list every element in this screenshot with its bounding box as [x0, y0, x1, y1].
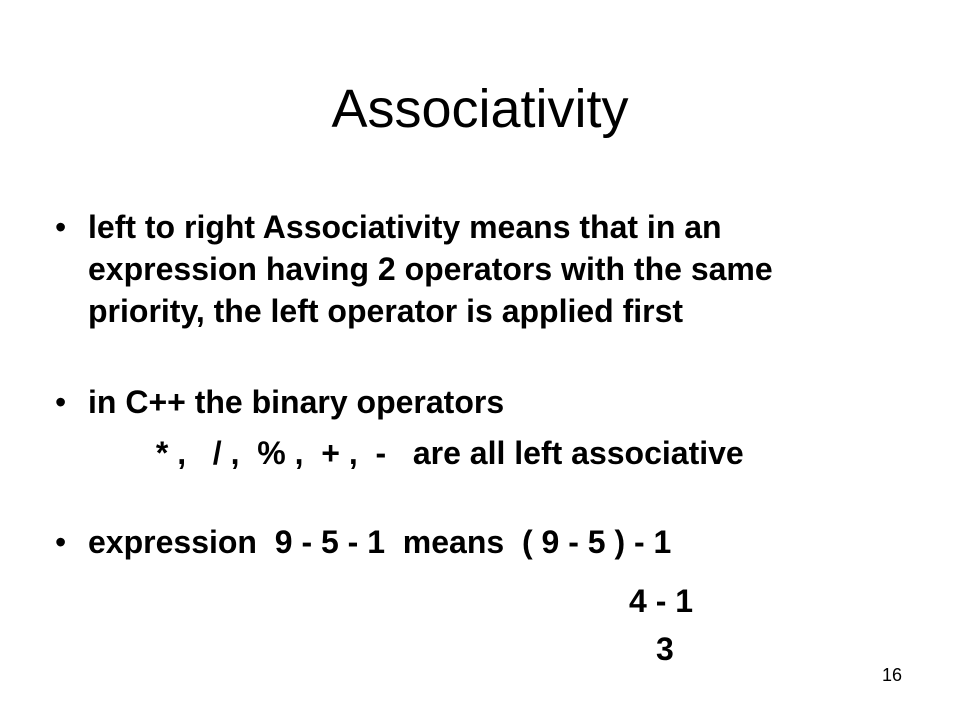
evaluation-step: 4 - 1 — [629, 583, 694, 619]
bullet-dot-icon: • — [55, 524, 67, 560]
operators-line: * , / , % , + , - are all left associative — [147, 435, 744, 471]
slide-title: Associativity — [331, 79, 629, 139]
bullet-dot-icon: • — [55, 384, 67, 420]
page-number: 16 — [881, 665, 902, 685]
bullet-line: priority, the left operator is applied first — [88, 293, 684, 329]
bullet-line: expression having 2 operators with the same — [88, 251, 773, 287]
bullet-text — [88, 206, 773, 332]
bullet-line: expression 9 - 5 - 1 means ( 9 - 5 ) - 1 — [88, 524, 672, 560]
bullet-line: in C++ the binary operators — [88, 384, 505, 420]
bullet-line: left to right Associativity means that in an — [88, 209, 722, 245]
bullet-text — [88, 381, 504, 423]
evaluation-result: 3 — [656, 631, 674, 667]
bullet-text — [88, 521, 671, 563]
bullet-dot-icon: • — [55, 209, 67, 245]
